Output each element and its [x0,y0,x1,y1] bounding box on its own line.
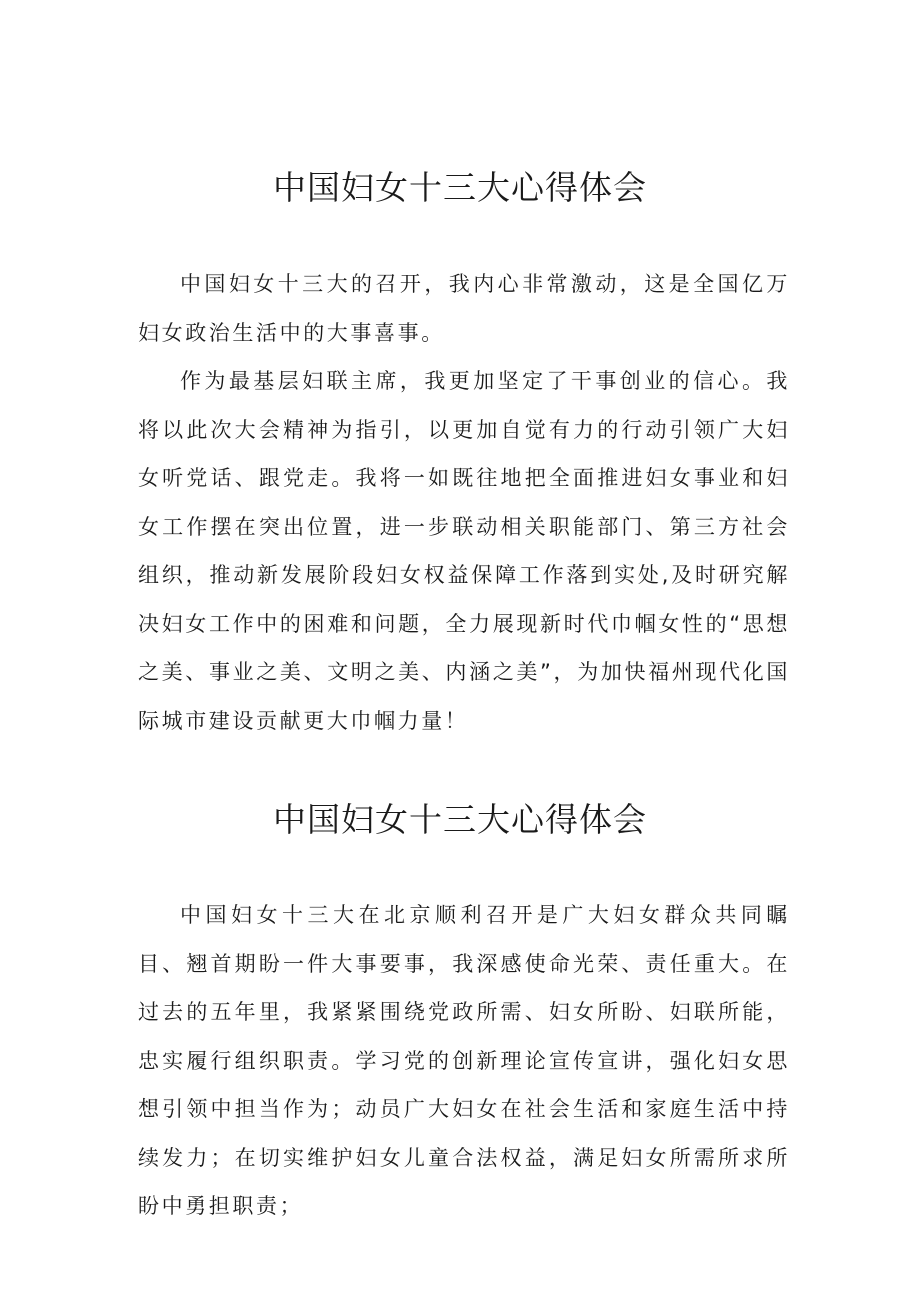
section-2-paragraph-1: 中国妇女十三大在北京顺利召开是广大妇女群众共同瞩目、翘首期盼一件大事要事，我深感使命光荣、责任重大。在过去的五年里，我紧紧围绕党政所需、妇女所盼、妇联所能，忠实履行组织职责。学习党的创新理论宣传宣讲，强化妇女思想引领中担当作为；动员广大妇女在社会生活和家庭生活中持续发力；在切实维护妇女儿童合法权益，满足妇女所需所求所盼中勇担职责； [138,903,790,1218]
section-1-paragraph-2: 作为最基层妇联主席，我更加坚定了干事创业的信心。我将以此次大会精神为指引，以更加自觉有力的行动引领广大妇女听党话、跟党走。我将一如既往地把全面推进妇女事业和妇女工作摆在突出位置，进一步联动相关职能部门、第三方社会组织，推动新发展阶段妇女权益保障工作落到实处,及时研究解决妇女工作中的困难和问题，全力展现新时代巾帼女性的“思想之美、事业之美、文明之美、内涵之美”，为加快福州现代化国际城市建设贡献更大巾帼力量！ [138,369,790,733]
section-1-paragraph-1: 中国妇女十三大的召开，我内心非常激动，这是全国亿万妇女政治生活中的大事喜事。 [138,272,790,345]
section-1-title: 中国妇女十三大心得体会 [273,168,647,207]
section-2-title: 中国妇女十三大心得体会 [273,800,647,839]
